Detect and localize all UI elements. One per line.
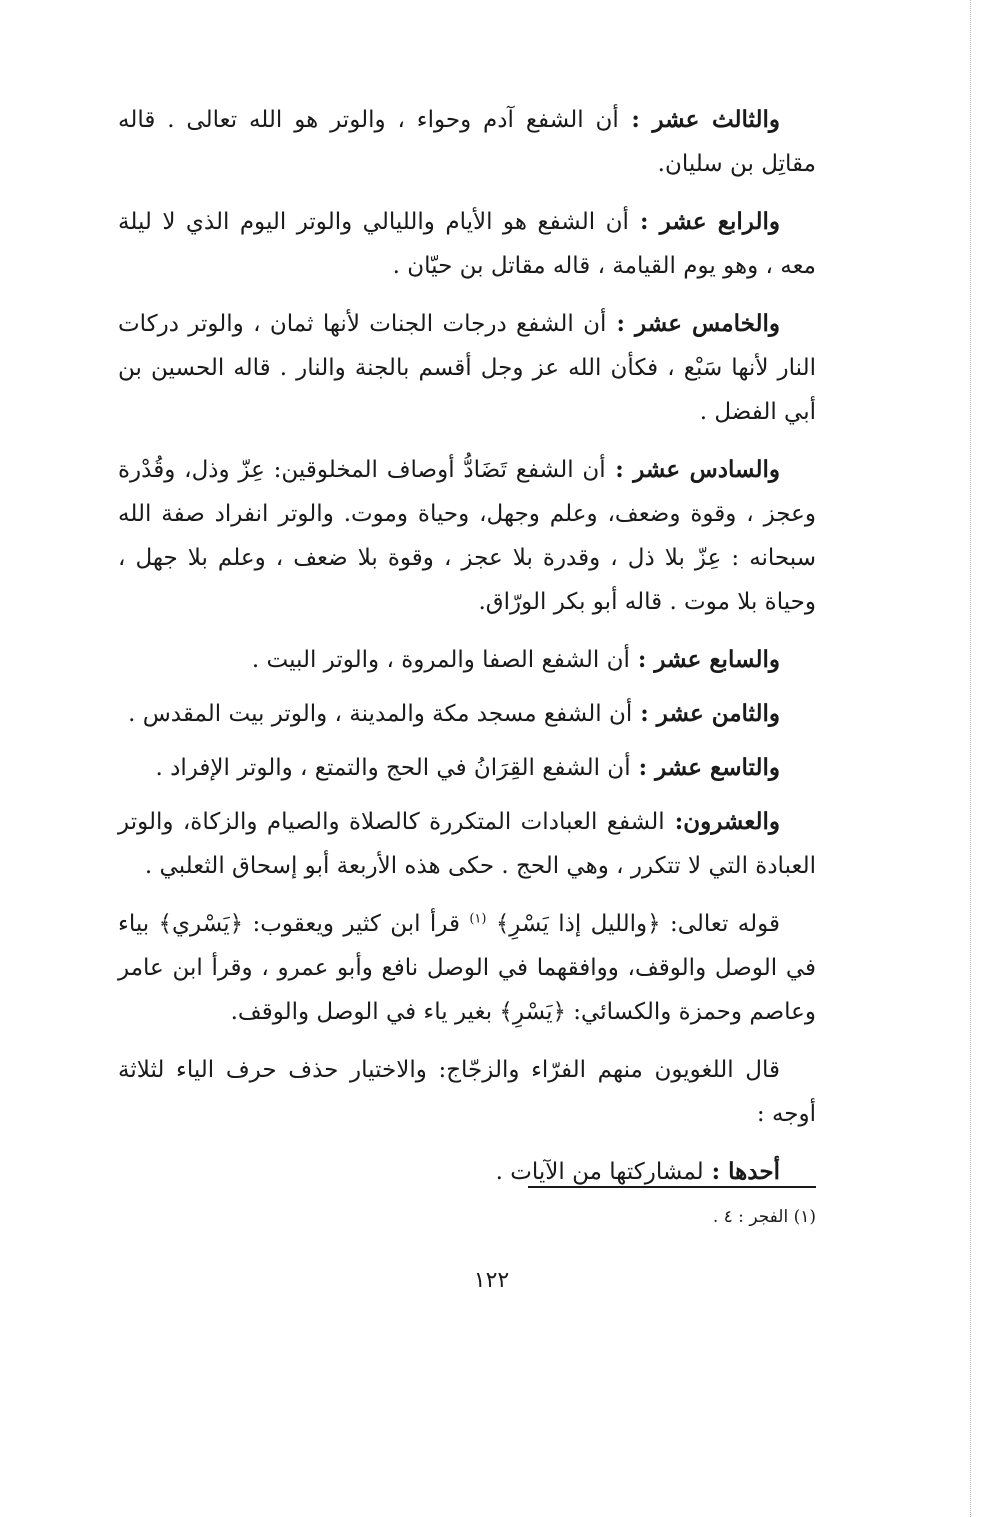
paragraph-lead: والعشرون [683, 808, 781, 835]
paragraph-lead: والخامس عشر [635, 310, 780, 337]
paragraph-body: أن الشفع مسجد مكة والمدينة ، والوتر بيت المقدس . [128, 701, 633, 727]
paragraph-body: أن الشفع تَضَادُّ أوصاف المخلوقين: عِزّ وذل، وقُدْرة وعجز ، وقوة وضعف، وعلم وجهل، وحياة وموت. والوتر انفراد صفة الله سبحانه : عِزّ بلا ذل ، وقدرة بلا عجز ، وقوة بلا ضعف ، وعلم بلا جهل ، وحياة بلا موت . قاله أبو بكر الورّاق. [118, 457, 816, 615]
grammar-text: قال اللغويون منهم الفرّاء والزجّاج: والاختيار حذف حرف الياء لثلاثة أوجه : [118, 1057, 816, 1127]
paragraph-lead: والثالث عشر [652, 106, 780, 133]
main-text [118, 98, 816, 1208]
paragraph-lead: والتاسع عشر [655, 754, 780, 781]
paragraph-separator: : [632, 700, 657, 727]
paragraph-lead: والسابع عشر [654, 646, 780, 673]
page-number: ١٢٢ [473, 1268, 510, 1293]
paragraph-separator: : [629, 646, 655, 673]
verse-paragraph [118, 902, 816, 1034]
paragraph-separator: : [618, 106, 653, 133]
verse-reading-text: قرأ ابن كثير ويعقوب: ﴿يَسْري﴾ بياء في الوصل والوقف، ووافقهما في الوصل نافع وأبو عمرو ، وقرأ ابن عامر وعاصم وحمزة والكسائي: ﴿يَسْرِ﴾ بغير ياء في الوصل والوقف. [118, 911, 816, 1025]
paragraph-lead: والثامن عشر [656, 700, 780, 727]
paragraph-body: أن الشفع درجات الجنات لأنها ثمان ، والوتر دركات النار لأنها سَبْع ، فكأن الله عز وجل أقسم بالجنة والنار . قاله الحسين بن أبي الفضل . [118, 311, 816, 425]
footnote-marker: (١) [469, 911, 487, 927]
paragraph-body: أن الشفع هو الأيام والليالي والوتر اليوم الذي لا ليلة معه ، وهو يوم القيامة ، قاله مقاتل بن حيّان . [118, 209, 816, 279]
paragraph-separator: : [605, 456, 634, 483]
paragraph-19 [118, 746, 816, 790]
paragraph-lead: والرابع عشر [659, 208, 780, 235]
paragraph-lead: والسادس عشر [633, 456, 780, 483]
paragraph-body: لمشاركتها من الآيات . [495, 1159, 704, 1185]
paragraph-separator: : [664, 808, 684, 835]
paragraph-separator: : [630, 754, 656, 781]
paragraph-separator: : [628, 208, 660, 235]
footnote: (١) الفجر : ٤ . [712, 1207, 816, 1227]
paragraph-15 [118, 302, 816, 434]
verse-text: قوله تعالى: ﴿والليل إذا يَسْرِ﴾ [486, 911, 780, 937]
paragraph-14 [118, 200, 816, 288]
paragraph-lead: أحدها [728, 1158, 780, 1185]
paragraph-body: أن الشفع القِرَانُ في الحج والتمتع ، والوتر الإفراد . [155, 755, 631, 781]
paragraph-20 [118, 800, 816, 888]
paragraph-body: أن الشفع آدم وحواء ، والوتر هو الله تعالى . قاله مقاتِل بن سليان. [118, 107, 816, 177]
paragraph-body: أن الشفع الصفا والمروة ، والوتر البيت . [251, 647, 630, 673]
paragraph-18 [118, 692, 816, 736]
paragraph-body: الشفع العبادات المتكررة كالصلاة والصيام والزكاة، والوتر العبادة التي لا تتكرر ، وهي الحج . حكى هذه الأربعة أبو إسحاق الثعلبي . [118, 809, 816, 879]
paragraph-17 [118, 638, 816, 682]
footnote-divider [528, 1186, 816, 1188]
paragraph-separator: : [606, 310, 636, 337]
paragraph-16 [118, 448, 816, 624]
paragraph-separator: : [703, 1158, 729, 1185]
paragraph-13 [118, 98, 816, 186]
grammar-paragraph [118, 1048, 816, 1136]
